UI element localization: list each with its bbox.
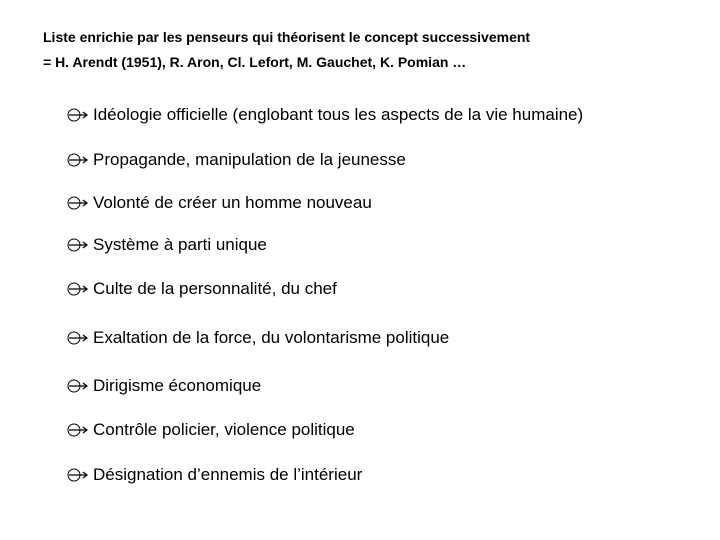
bullet-item [67, 327, 449, 349]
circled-right-arrow-icon [67, 327, 91, 349]
bullet-text: Désignation d’ennemis de l’intérieur [93, 465, 363, 484]
bullet-text: Propagande, manipulation de la jeunesse [93, 150, 406, 169]
bullet-text: Contrôle policier, violence politique [93, 420, 355, 439]
circled-right-arrow-icon [67, 192, 91, 214]
header-line-1: Liste enrichie par les penseurs qui théorisent le concept successivement [43, 29, 531, 45]
circled-right-arrow-icon [67, 375, 91, 397]
bullet-item [67, 375, 261, 397]
header-line-2: = H. Arendt (1951), R. Aron, Cl. Lefort, M. Gauchet, K. Pomian … [43, 54, 467, 70]
bullet-text: Dirigisme économique [93, 376, 262, 395]
bullet-item [67, 104, 583, 126]
bullet-item [67, 192, 372, 214]
bullet-text: Volonté de créer un homme nouveau [93, 193, 372, 212]
bullet-item [67, 149, 406, 171]
bullet-item [67, 234, 267, 256]
bullet-text: Exaltation de la force, du volontarisme politique [93, 328, 450, 347]
bullet-item [67, 278, 337, 300]
header [43, 25, 683, 75]
bullet-item [67, 464, 362, 486]
circled-right-arrow-icon [67, 419, 91, 441]
circled-right-arrow-icon [67, 464, 91, 486]
circled-right-arrow-icon [67, 149, 91, 171]
circled-right-arrow-icon [67, 278, 91, 300]
bullet-item [67, 419, 355, 441]
bullet-text: Système à parti unique [93, 235, 267, 254]
bullet-text: Idéologie officielle (englobant tous les aspects de la vie humaine) [93, 105, 584, 124]
bullet-text: Culte de la personnalité, du chef [93, 279, 337, 298]
circled-right-arrow-icon [67, 234, 91, 256]
circled-right-arrow-icon [67, 104, 91, 126]
